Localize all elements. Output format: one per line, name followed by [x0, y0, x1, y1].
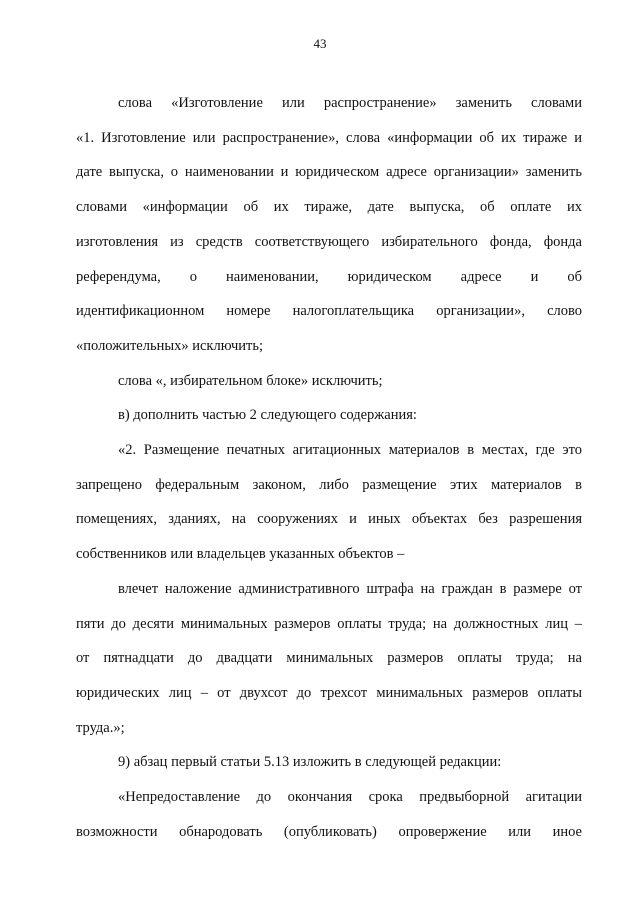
text-line: идентификационном номере налогоплательщика организации», слово	[76, 303, 582, 320]
text-line: собственников или владельцев указанных объектов –	[76, 546, 405, 563]
paragraph-replace-words	[76, 86, 582, 364]
text-line: запрещено федеральным законом, либо размещение этих материалов в	[76, 476, 582, 493]
text-line: от пятнадцати до двадцати минимальных размеров оплаты труда; на	[76, 650, 582, 667]
text-line: «1. Изготовление или распространение», слова «информации об их тираже и	[76, 129, 582, 146]
paragraph-item-9	[76, 745, 582, 780]
text-line: изготовления из средств соответствующего избирательного фонда, фонда	[76, 233, 582, 250]
text-line: помещениях, зданиях, на сооружениях и иных объектах без разрешения	[76, 511, 582, 528]
paragraph-item-v	[76, 398, 582, 433]
text-line: слова «Изготовление или распространение» заменить словами	[118, 95, 582, 111]
text-line: словами «информации об их тираже, дате выпуска, об оплате их	[76, 199, 582, 216]
text-line: «положительных» исключить;	[76, 337, 264, 354]
page-number: 43	[313, 36, 327, 51]
text-line: слова «, избирательном блоке» исключить;	[118, 372, 383, 389]
text-line: влечет наложение административного штрафа на граждан в размере от	[118, 580, 582, 597]
text-line: «2. Размещение печатных агитационных материалов в местах, где это	[118, 442, 582, 459]
text-line: юридических лиц – от двухсот до трехсот минимальных размеров оплаты	[76, 684, 582, 701]
text-line: возможности обнародовать (опубликовать) опровержение или иное	[76, 823, 582, 840]
text-line: референдума, о наименовании, юридическом адресе и об	[76, 268, 582, 285]
text-line: «Непредоставление до окончания срока предвыборной агитации	[118, 789, 582, 806]
text-line: труда.»;	[76, 719, 125, 736]
paragraph-part-2	[76, 433, 582, 572]
text-line: пяти до десяти минимальных размеров оплаты труда; на должностных лиц –	[76, 615, 582, 632]
text-line: 9) абзац первый статьи 5.13 изложить в следующей редакции:	[118, 754, 502, 771]
text-line: дате выпуска, о наименовании и юридическом адресе организации» заменить	[76, 164, 582, 181]
document-body	[76, 86, 582, 849]
paragraph-exclude-words	[76, 364, 582, 399]
paragraph-penalty	[76, 572, 582, 746]
paragraph-new-wording	[76, 780, 582, 849]
text-line: в) дополнить частью 2 следующего содержания:	[118, 407, 417, 424]
